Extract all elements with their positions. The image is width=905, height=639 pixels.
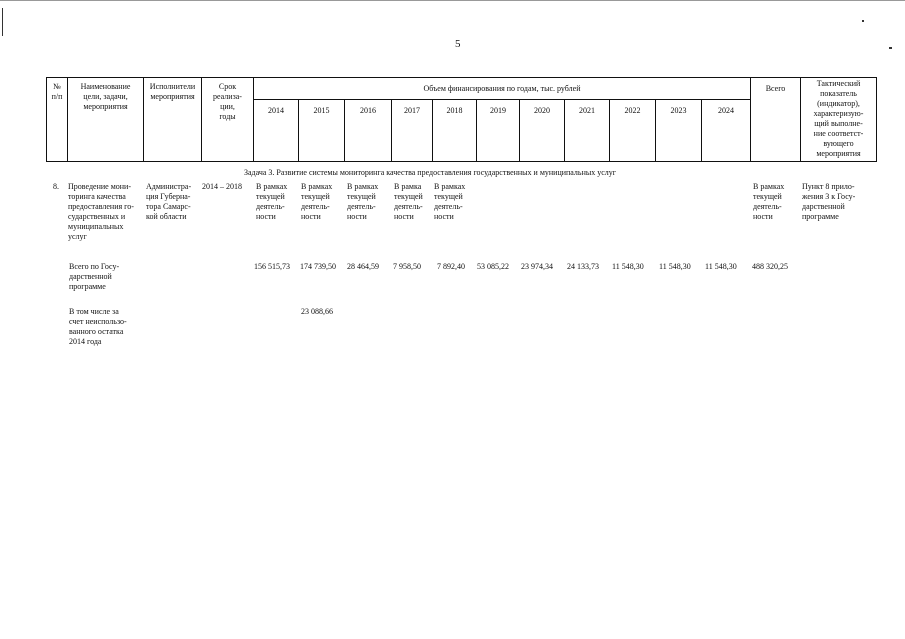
row-2018: В рамках текущей деятель- ности: [434, 182, 466, 221]
header-bottom-rule: [46, 161, 876, 162]
row-2015: В рамках текущей деятель- ности: [301, 182, 333, 221]
row-2016: В рамках текущей деятель- ности: [347, 182, 379, 221]
years-rule: [253, 99, 750, 100]
total-2017: 7 958,50: [393, 262, 421, 271]
remainder-row-label: В том числе за счет неиспользо- ванного остатка 2014 года: [69, 307, 127, 346]
header-num: № п/п: [51, 82, 63, 101]
year-2020: 2020: [534, 106, 550, 115]
row-name: Проведение мони- торинга качества предоставления го- сударственных и муниципальных услуг: [68, 182, 134, 241]
scan-edge-mark: [2, 8, 3, 36]
year-2022: 2022: [624, 106, 641, 115]
year-2021: 2021: [579, 106, 595, 115]
row-indicator: Пункт 8 прило- жения 3 к Госу- дарственной программе: [802, 182, 856, 221]
header-term: Срок реализа- ции, годы: [213, 82, 242, 121]
total-row-label: Всего по Госу- дарственной программе: [69, 262, 120, 291]
header-executors: Исполнители мероприятия: [149, 82, 196, 101]
year-2014: 2014: [268, 106, 284, 115]
total-2016: 28 464,59: [347, 262, 379, 271]
total-2021: 24 133,73: [567, 262, 599, 271]
row-term: 2014 – 2018: [202, 182, 242, 191]
total-2020: 23 974,34: [521, 262, 553, 271]
header-funding: Объем финансирования по годам, тыс. рублей: [423, 84, 581, 93]
total-2023: 11 548,30: [659, 262, 691, 271]
total-2015: 174 739,50: [300, 262, 336, 271]
year-2015: 2015: [313, 106, 330, 115]
year-2016: 2016: [360, 106, 376, 115]
header-total: Всего: [765, 84, 786, 93]
year-2023: 2023: [670, 106, 687, 115]
year-2017: 2017: [404, 106, 420, 115]
year-2018: 2018: [446, 106, 463, 115]
header-top-rule: [46, 77, 876, 78]
row-2014: В рамках текущей деятель- ности: [256, 182, 288, 221]
remainder-2015: 23 088,66: [301, 307, 333, 316]
total-2018: 7 892,40: [437, 262, 465, 271]
scan-edge-line: [0, 0, 905, 1]
scan-speck: [889, 47, 892, 49]
scan-speck: [862, 20, 864, 22]
year-2024: 2024: [718, 106, 734, 115]
total-2022: 11 548,30: [612, 262, 644, 271]
total-2019: 53 085,22: [477, 262, 509, 271]
row-executor: Администра- ция Губерна- тора Самарс- кой области: [146, 182, 192, 221]
row-total: В рамках текущей деятель- ности: [753, 182, 785, 221]
vline: [876, 77, 877, 162]
header-name: Наименование цели, задачи, мероприятия: [80, 82, 131, 111]
total-2014: 156 515,73: [254, 262, 290, 271]
task-title: Задача 3. Развитие системы мониторинга качества предоставления государственных и муниципальных услуг: [244, 168, 617, 177]
row-2017: В рамка текущей деятель- ности: [394, 182, 423, 221]
total-all: 488 320,25: [752, 262, 788, 271]
total-2024: 11 548,30: [705, 262, 737, 271]
row-num: 8.: [53, 182, 59, 191]
year-2019: 2019: [490, 106, 506, 115]
header-indicator: Тактический показатель (индикатор), характеризую- щий выполне- ние соответст- вующего мероприятия: [813, 79, 864, 158]
page-number: 5: [455, 38, 461, 50]
